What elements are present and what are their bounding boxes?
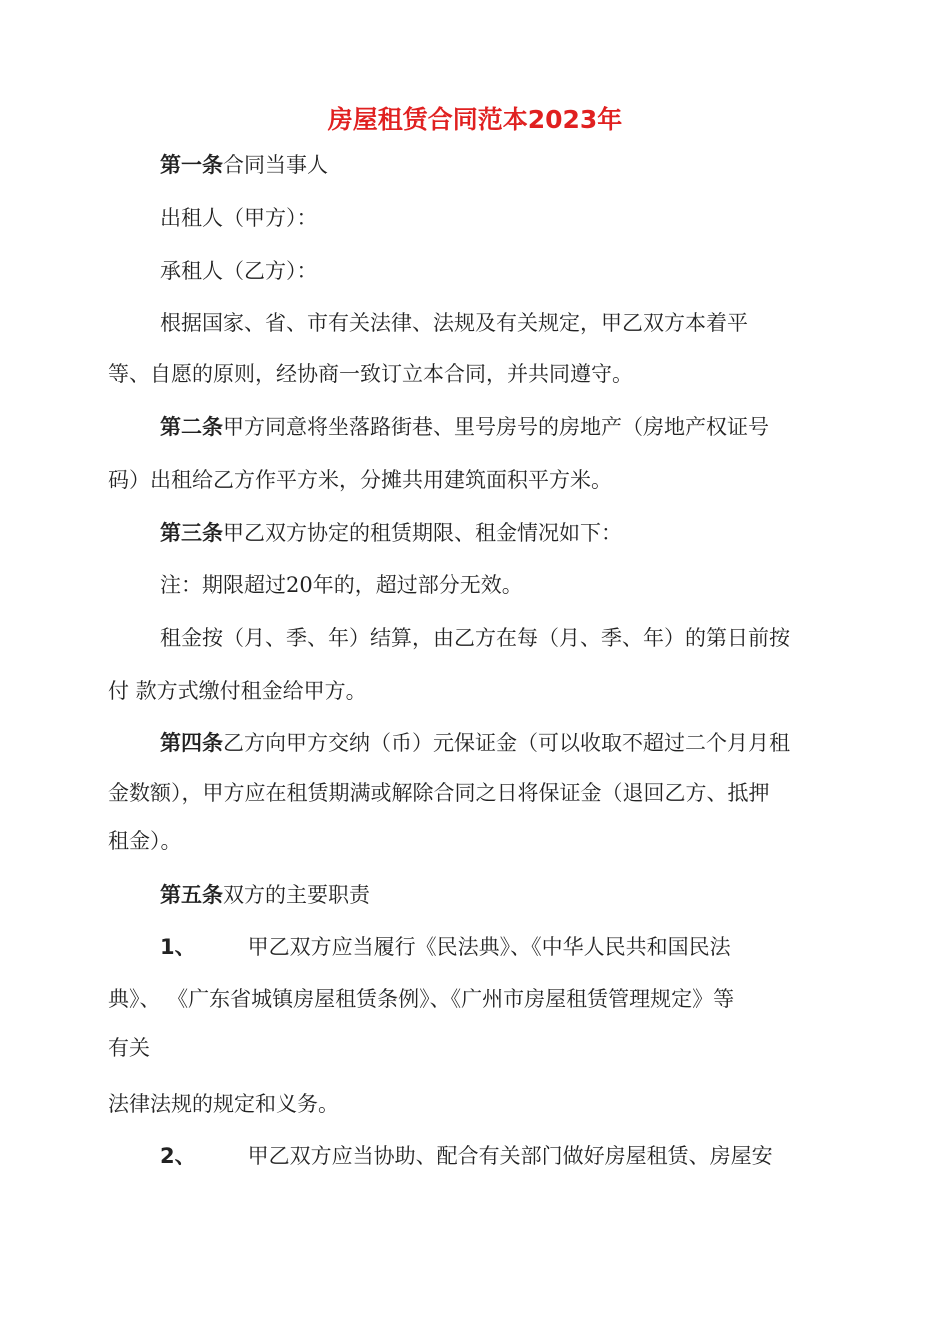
- article-4-text: 乙方向甲方交纳（币）元保证金（可以收取不超过二个月月租: [223, 731, 790, 755]
- article-1-text: 合同当事人: [223, 153, 328, 177]
- preamble-line-2: 等、自愿的原则，经协商一致订立本合同，并共同遵守。: [108, 362, 633, 386]
- item-2-line-1: [160, 1141, 773, 1171]
- lessee-line: 承租人（乙方）：: [160, 259, 318, 283]
- item-1-text: 甲乙双方应当履行《民法典》、《中华人民共和国民法: [247, 935, 731, 959]
- item-1-line-3: 有关: [108, 1036, 150, 1060]
- article-3-heading: 第三条: [160, 521, 223, 545]
- preamble-line-1: 根据国家、省、市有关法律、法规及有关规定，甲乙双方本着平: [160, 311, 748, 335]
- article-4-heading: 第四条: [160, 731, 223, 755]
- item-1-number: 1、: [160, 935, 196, 959]
- rent-line-1: 租金按（月、季、年）结算，由乙方在每（月、季、年）的第日前按: [160, 626, 790, 650]
- article-4-line-3: 租金）。: [108, 829, 182, 853]
- article-4-line-2: 金数额），甲方应在租赁期满或解除合同之日将保证金（退回乙方、抵押: [108, 781, 770, 805]
- article-2-line-2: 码）出租给乙方作平方米，分摊共用建筑面积平方米。: [108, 468, 612, 492]
- article-2-line-1: [160, 412, 769, 442]
- article-5-text: 双方的主要职责: [223, 883, 370, 907]
- article-2-text: 甲方同意将坐落路街巷、里号房号的房地产（房地产权证号: [223, 415, 769, 439]
- article-5: [160, 880, 370, 910]
- article-4-line-1: [160, 728, 790, 758]
- note-line: 注：期限超过20年的，超过部分无效。: [160, 573, 523, 597]
- rent-line-2: 付 款方式缴付租金给甲方。: [108, 679, 367, 703]
- article-1-heading: 第一条: [160, 153, 223, 177]
- item-1-line-1: [160, 932, 731, 962]
- article-3: [160, 518, 622, 548]
- article-5-heading: 第五条: [160, 883, 223, 907]
- item-2-number: 2、: [160, 1144, 196, 1168]
- item-2-text: 甲乙双方应当协助、配合有关部门做好房屋租赁、房屋安: [247, 1144, 773, 1168]
- article-1: [160, 150, 328, 180]
- lessor-line: 出租人（甲方）：: [160, 206, 318, 230]
- article-3-text: 甲乙双方协定的租赁期限、租金情况如下：: [223, 521, 622, 545]
- article-2-heading: 第二条: [160, 415, 223, 439]
- item-1-line-4: 法律法规的规定和义务。: [108, 1092, 339, 1116]
- item-1-line-2: 典》、 《广东省城镇房屋租赁条例》、《广州市房屋租赁管理规定》等: [108, 987, 735, 1011]
- document-title: 房屋租赁合同范本2023年: [327, 105, 623, 134]
